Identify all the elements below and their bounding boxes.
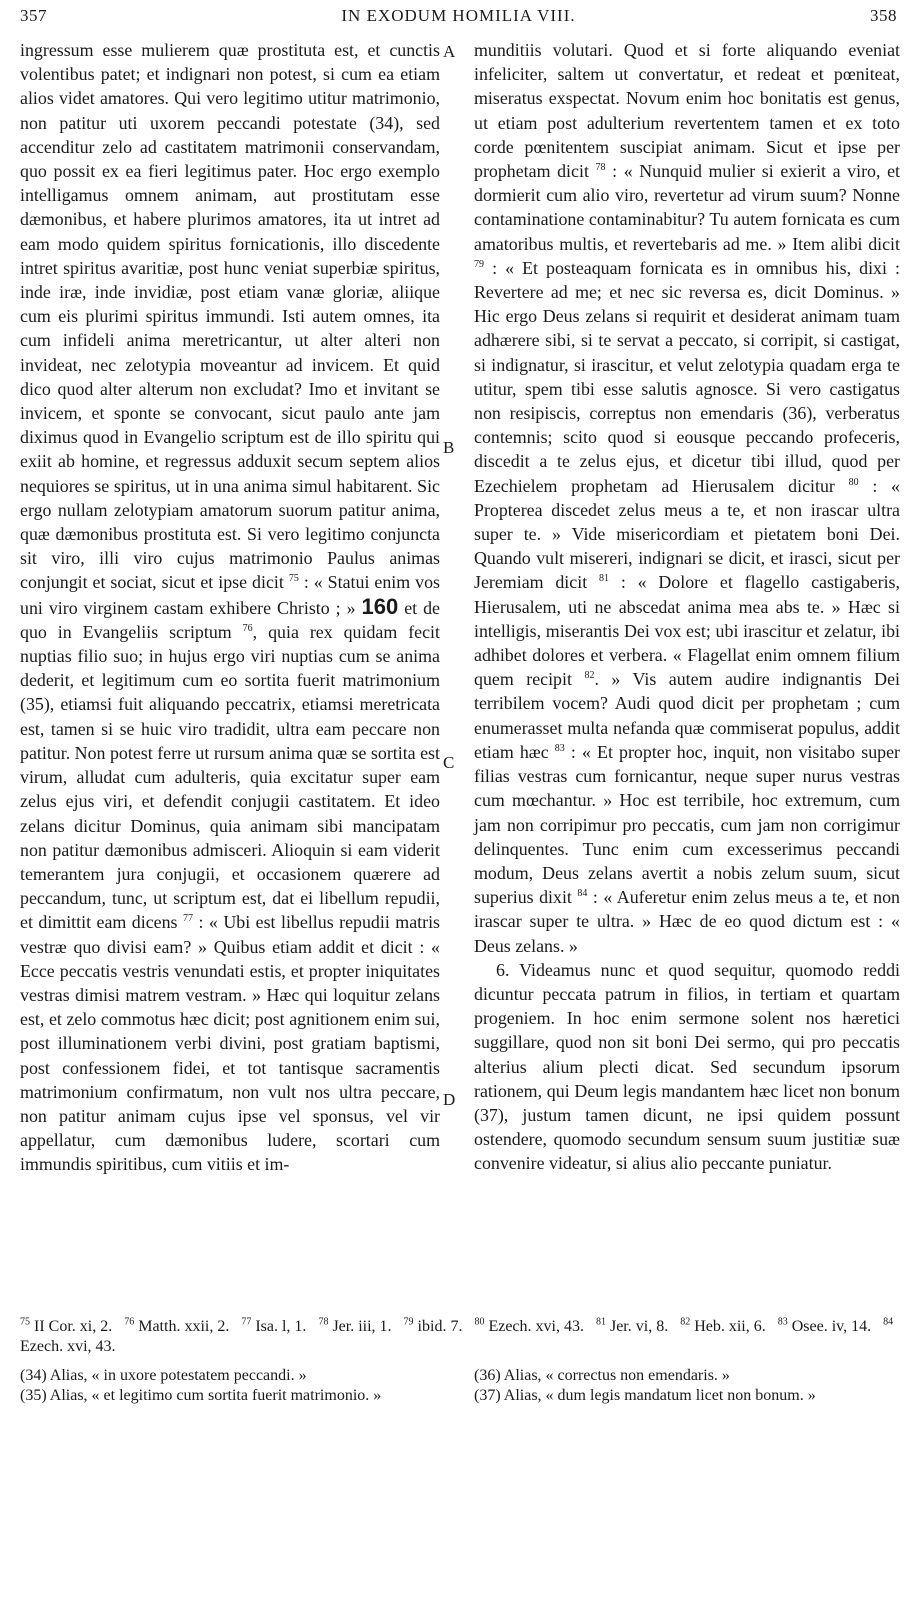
paragraph [474,38,900,958]
variant-note: (37) Alias, « dum legis mandatum licet non bonum. » [474,1387,816,1404]
margin-letter-c: C [443,753,455,772]
page-number-right: 358 [870,6,897,25]
scripture-ref: $^{84}$ Ezech. xvi, 43. [20,1316,894,1355]
paragraph [20,38,440,1177]
scripture-ref: $^{83}$ Osee. iv, 14. [777,1316,872,1335]
variant-note: (35) Alias, « et legitimo cum sortita fuerit matrimonio. » [20,1387,382,1404]
text-run: : « Statui enim vos uni viro virginem castam exhibere Christo ; » [20,572,440,618]
scripture-ref: $^{76}$ Matth. xxii, 2. [124,1316,230,1335]
scripture-ref: $^{79}$ ibid. 7. [403,1316,463,1335]
left-column [20,38,440,1177]
text-run: : « Ubi est libellus repudii matris vestræ quo divisi eam? » Quibus etiam addit et dicit : « Ecce peccatis vestris venundati estis, et propter iniquitates vestras dimisi matrem vestram. » Hæc qui loquitur zelans est, et zelo commotus hæc dicit; post agnitionem enim sui, post illuminationem verbi divini, post gratiam baptismi, post confessionem fidei, et tot tantisque sacramentis matrimonium confirmatum, non vult nos ultra peccare, non patitur animam cujus ipse vel sponsus, vel vir appellatur, cum dæmonibus ludere, scortari cum immundis spiritibus, cum vitiis et im- [20,912,440,1175]
text-run: . » Vis autem audire indignantis Dei terribilem vocem? Audi quod dicit per prophetam ; cum enumerasset multa nefanda quæ commiserat populus, addit etiam hæc [474,669,900,762]
footnote-marker: 76 [242,622,253,634]
running-header [20,2,897,36]
scripture-ref: $^{80}$ Ezech. xvi, 43. [474,1316,584,1335]
text-run: , quia rex quidam fecit nuptias filio suo; in hujus ergo viri nuptias cum se anima dederit, et legitimum cum eo sortita fuerit matrimonium (35), etiamsi fuit aliquando peccatrix, etiamsi meretricata est, tamen si se huic viro tradidit, ultra eam peccare non patitur. Non potest ferre ut rursum anima quæ se sortita est virum, alludat cum adulteris, quia excitatur super eam zelus ejus viri, et defendit conjugii castitatem. Et ideo zelans dicitur Dominus, quia animam sibi mancipatam non patitur dæmonibus admisceri. Alioquin si eam viderit temerantem jura conjugii, et occasionem quærere ad peccandum, tunc, ut scriptum est, dat ei libellum repudii, et dimittit eam dicens [20,621,440,933]
variant-notes-right [474,1366,900,1406]
scripture-ref: $^{77}$ Isa. l, 1. [241,1316,307,1335]
text-run: : « Auferetur enim zelus meus a te, et non irascar super te ultra. » Hæc de eo quod dictum est : « Deus zelans. » [474,887,901,956]
footnote-marker: 80 [848,476,859,488]
footnote-marker: 84 [577,888,588,900]
margin-letter-b: B [443,438,455,457]
variant-notes-left [20,1366,440,1406]
paragraph: 6. Videamus nunc et quod sequitur, quomodo reddi dicuntur peccata patrum in filios, in tertiam et quartam progeniem. In hoc enim sermone solent nos hæretici suggillare, quod non sit boni Dei sermo, qui pro peccatis alterius alium plecti dicat. Sed secundum ipsorum rationem, qui Deum legis mandantem hæc licet non bonum (37), justum tamen dicunt, ne ipsi quidem possunt ostendere, quomodo secundum sensum suum justitiæ suæ convenire videatur, si alius alio peccante puniatur. [474,959,900,1174]
text-run: ingressum esse mulierem quæ prostituta est, et cunctis volentibus patet; et indignari non potest, si cum ea etiam alios videt amatores. Qui vero legitimo utitur matrimonio, non patitur uti uxorem peccandi potestate (34), sed accenditur zelo ad castitatem matrimonii conservandam, quo possit ex ea fieri legitimus pater. Hoc ergo exemplo intelligamus omnem animam, aut prostitutam esse dæmonibus, et habere plurimos amatores, ita ut intret ad eam modo quidem spiritus fornicationis, illo discedente intret spiritus avaritiæ, post hunc veniat superbiæ spiritus, inde iræ, inde invidiæ, post etiam vanæ gloriæ, aliique cum eis plurimi spiritus immundi. Isti autem omnes, ita cum infideli anima meretricantur, ut alter alteri non invideat, nec zelotypia moveantur ad invicem. Et quid dico quod alter alterum non excludat? Imo et invitant se invicem, et sponte se convocant, sicut paulo ante jam diximus quod in Evangelio scriptum est de illo spiritu qui exiit ab homine, et regressus adduxit secum septem alios nequiores se spiritus, ut in una anima simul habitarent. Sic ergo nullam zelotypiam amatorum suorum patitur anima, quæ dæmonibus prostituta est. Si vero legitimo conjuncta sit viro, illi viro cujus matrimonio Paulus animas conjungit et sociat, sicut et ipse dicit [20,40,440,593]
text-run: : « Nunquid mulier si exierit a viro, et dormierit cum alio viro, revertetur ad virum suum? Nonne contaminatione contaminabitur? Tu autem fornicata es cum amatoribus multis, et revertebaris ad me. » Item alibi dicit [474,161,900,254]
footnote-marker: 78 [595,162,606,174]
text-run: munditiis volutari. Quod et si forte aliquando eveniat infeliciter, saltem ut convertatur, et redeat et pœniteat, miseratus exspectat. Novum enim hoc bonitatis est genus, ut etiam post adulterium revertentem tamen et ex toto corde pœnitentem suscipiat animam. Sicut et ipse per prophetam dicit [474,40,900,182]
right-column [474,38,900,1176]
scripture-ref: $^{78}$ Jer. iii, 1. [318,1316,392,1335]
margin-letter-a: A [443,42,456,61]
text-run: et de quo in Evangeliis scriptum [20,597,440,642]
text-run: : « Et posteaquam fornicata es in omnibus his, dixi : Revertere ad me; et nec sic reversa es, dicit Dominus. » Hic ergo Deus zelans si requirit et desiderat animam tuam adhærere sibi, si te servat a peccato, si corripit, si castigat, si indignatur, si irascitur, et velut zelotypia quadam erga te utitur, spem tibi esse salutis agnosce. Si vero castigatus non resipiscis, correptus non emendaris (36), verberatus contemnis; scito quod si eousque peccando profeceris, discedit a te zelus ejus, et dicetur tibi illud, quod per Ezechielem prophetam ad Hierusalem dicitur [474,257,900,496]
footnote-marker: 75 [288,573,299,585]
page-number-left: 357 [20,6,47,25]
text-run: : « Dolore et flagello castigaberis, Hierusalem, uti ne abscedat anima mea abs te. » Hæc si intelligis, miserantis Dei vox est; ubi irascitur et zelatur, ibi adhibet dolores et verbera. « Flagellat enim omnem filium quem recipit [474,572,900,690]
footnote-marker: 79 [474,258,484,270]
scripture-references [20,1317,897,1357]
scripture-ref: $^{75}$ II Cor. xi, 2. [20,1316,113,1335]
scripture-ref: $^{81}$ Jer. vi, 8. [595,1316,669,1335]
scripture-ref: $^{82}$ Heb. xii, 6. [680,1316,766,1335]
footnote-marker: 77 [183,913,193,925]
footnote-marker: 82 [584,670,595,682]
footnote-marker: 83 [554,742,565,754]
text-run: : « Propterea discedet zelus meus a te, et non irascar ultra super te. » Vide misericordiam et pietatem boni Dei. Quando vult misereri, indignari se dicit, et irasci, sicut per Jeremiam dicit [474,475,900,593]
variant-note: (34) Alias, « in uxore potestatem peccandi. » [20,1367,307,1384]
running-title: IN EXODUM HOMILIA VIII. [341,6,576,25]
margin-letter-d: D [443,1090,456,1109]
variant-note: (36) Alias, « correctus non emendaris. » [474,1367,730,1384]
text-run: : « Et propter hoc, inquit, non visitabo super filias vestras cum fornicantur, neque super nurus vestras cum mœchantur. » Hoc est terribile, hoc extremum, cum jam non corripimur pro peccatis, cum jam non corrigimur delinquentes. Tunc enim cum excesserimus peccandi modum, Deus zelans avertit a nobis zelum suum, sicut superius dixit [474,741,900,908]
footnote-marker: 81 [599,573,609,585]
page-break-marker: 160 [361,593,399,619]
